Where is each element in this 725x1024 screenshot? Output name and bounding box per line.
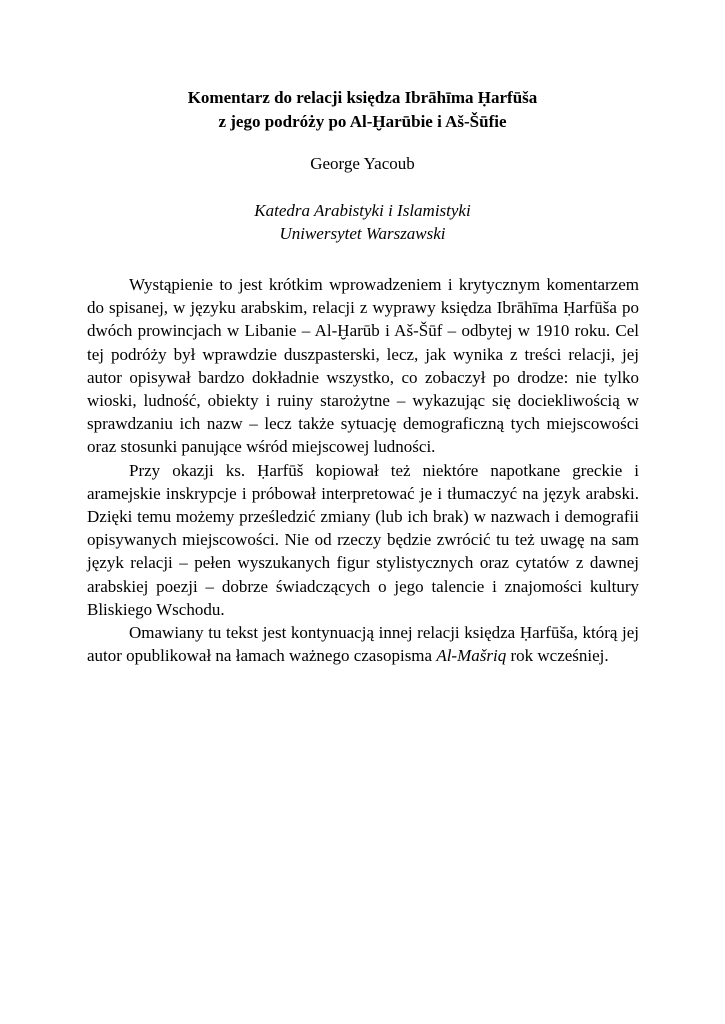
affiliation-university: Uniwersytet Warszawski (279, 224, 446, 243)
abstract-body (87, 273, 639, 667)
title-line-2: z jego podróży po Al-Ḫarūbie i Aš-Šūfie (218, 112, 507, 131)
paragraph-3-text-end: rok wcześniej. (506, 646, 609, 666)
journal-name: Al-Mašriq (436, 646, 507, 666)
paragraph-3 (87, 621, 639, 667)
affiliation-department: Katedra Arabistyki i Islamistyki (254, 201, 471, 220)
title-line-1: Komentarz do relacji księdza Ibrāhīma Ḥarfūša (187, 88, 538, 107)
author-name: George Yacoub (310, 154, 415, 173)
paragraph-1: Wystąpienie to jest krótkim wprowadzeniem i krytycznym komentarzem do spisanej, w języku arabskim, relacji z wyprawy księdza Ibrāhīma Ḥarfūša po dwóch prowincjach w Libanie – Al-Ḫarūb i Aš-Šūf – odbytej w 1910 roku. Cel tej podróży był wprawdzie duszpasterski, lecz, jak wynika z treści relacji, jej autor opisywał bardzo dokładnie wszystko, co zobaczył po drodze: nie tylko wioski, ludność, obiekty i ruiny starożytne – wykazując się dociekliwością w sprawdzaniu ich nazw – lecz także sytuację demograficzną tych miejscowości oraz stosunki panujące wśród miejscowej ludności. (87, 275, 639, 457)
paragraph-2: Przy okazji ks. Ḥarfūš kopiował też niektóre napotkane greckie i aramejskie inskrypcje i próbował interpretować je i tłumaczyć na język arabski. Dzięki temu możemy prześledzić zmiany (lub ich brak) w nazwach i demografii opisywanych miejscowości. Nie od rzeczy będzie zwrócić tu też uwagę na sam język relacji – pełen wyszukanych figur stylistycznych oraz cytatów z dawnej arabskiej poezji – dobrze świadczących o jego talencie i znajomości kultury Bliskiego Wschodu. (87, 460, 639, 619)
paragraph-3-text-start: Omawiany tu tekst jest kontynuacją innej relacji księdza Ḥarfūša, którą jej autor opublikował na łamach ważnego czasopisma (87, 623, 639, 666)
